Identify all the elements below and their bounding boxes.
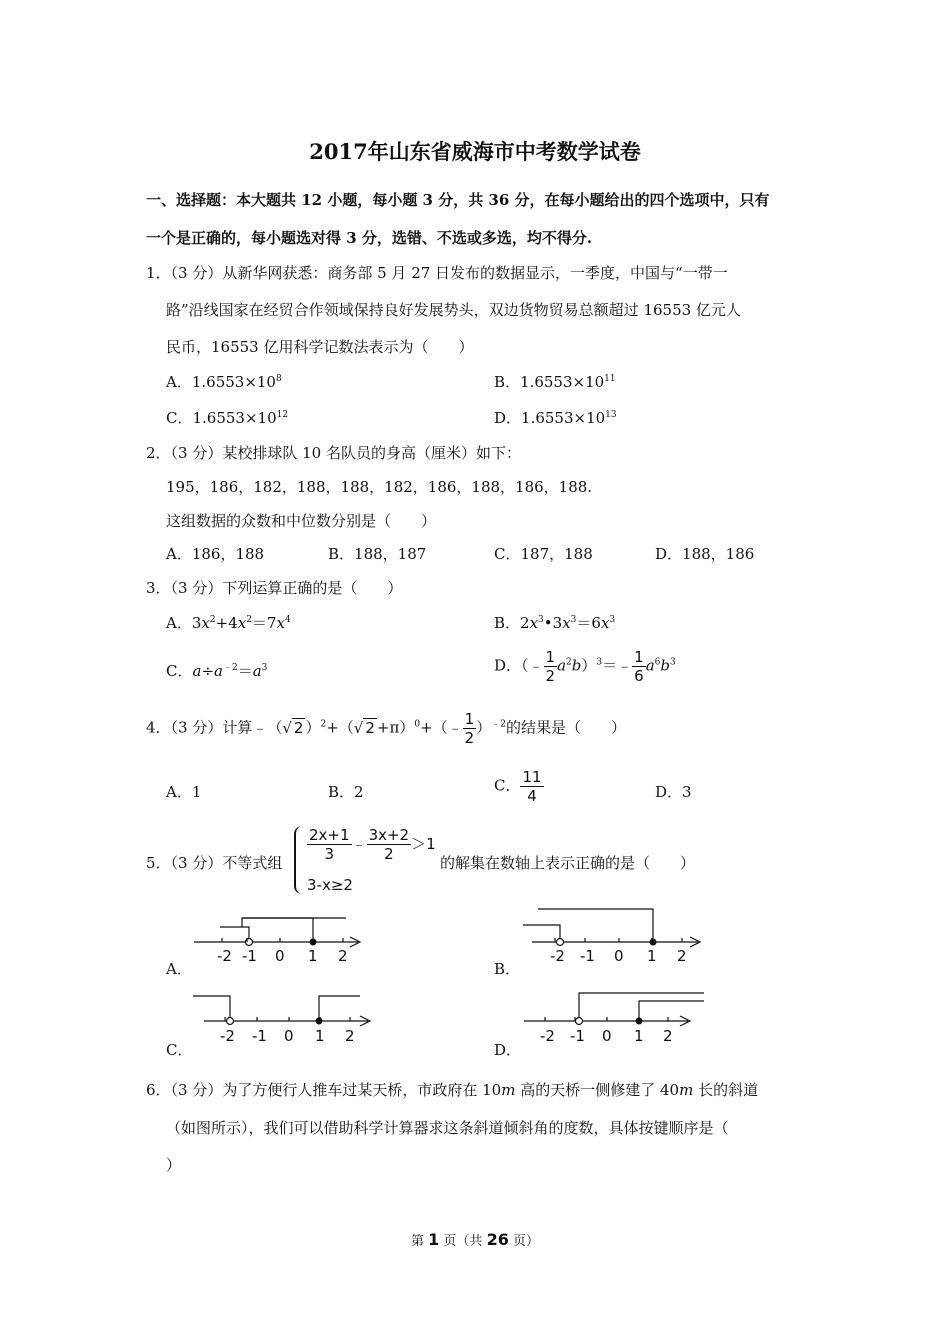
tick-label: 0 [275,947,285,965]
q4-option-a: A．1 [166,783,202,801]
closed-dot-1 [316,1018,323,1025]
q5-option-d-label: D． [494,1041,522,1059]
tick-label: 0 [602,1027,612,1045]
q1-option-a: A．$1.6553\times 10^8$ [166,373,282,391]
q1-option-d: D．$1.6553\times 10^{13}$ [494,409,617,427]
q4-option-b: B．2 [328,783,364,801]
q2-option-d: D．188，186 [655,545,755,563]
sqrt-symbol: √ 2 [282,718,304,737]
q1-option-b: B．$1.6553\times 10^{11}$ [494,373,616,391]
q5-inequality-1: $\frac{2x+1}{3}$ ﹣ $\frac{3x+2}{2}$ ＞1 [309,826,436,863]
open-dot-minus-1 [576,1018,583,1025]
q2-option-c: C．187，188 [494,545,593,563]
tick-label: 2 [663,1027,673,1045]
system-brace [294,826,306,894]
tick-label: -1 [242,947,257,965]
q5-option-c-label: C． [166,1041,193,1059]
ray-greater-equal-1 [319,996,360,1021]
number-line-b [520,905,710,967]
q4-fraction-half: $\frac{1}{2}$ [464,710,475,747]
ray-greater-equal-1 [639,1001,704,1021]
q4-option-d: D．3 [655,783,692,801]
tick-label: -1 [580,947,595,965]
tick-label: -2 [220,1027,235,1045]
q4-stem: 4．（3 分）计算﹣（√ 2 ）$^2$+（√ 2 +π）$^0$+（﹣ $\frac{1}{2}$ ）$^{﹣2}$的结果是（ ） [146,710,626,747]
q5-stem-prefix: 5．（3 分）不等式组 [146,854,283,872]
q3-option-b: B．$2x^3•3x^3=6x^3$ [494,614,616,632]
q6-stem-line-2: （如图所示），我们可以借助科学计算器求这条斜道倾斜角的度数，具体按键顺序是（ [166,1119,729,1137]
q5-option-a-label: A． [166,960,192,978]
open-dot-minus-2 [227,1018,234,1025]
q3-option-c: C．$a\div a^{﹣2}=a^3$ [166,662,268,680]
q1-stem-line-1: 1．（3 分）从新华网获悉：商务部 5 月 27 日发布的数据显示，一季度，中国与“一带一 [146,264,728,282]
tick-label: 2 [338,947,348,965]
ray-greater-than-minus-1 [220,927,249,942]
tick-label: -2 [217,947,232,965]
q2-stem-line-3: 这组数据的众数和中位数分别是（ ） [166,512,437,530]
page-footer: 第 1 页（共 26 页） [411,1230,539,1249]
sqrt-symbol-2: √ 2 [353,718,375,737]
tick-label: 2 [677,947,687,965]
number-line-d [520,988,710,1050]
tick-label: 1 [315,1027,325,1045]
tick-label: 1 [647,947,657,965]
q1-stem-line-2: 路”沿线国家在经贸合作领域保持良好发展势头，双边货物贸易总额超过 16553 亿元人 [166,301,741,319]
closed-dot-1 [650,939,657,946]
section-instructions-line-1: 一、选择题：本大题共 12 小题，每小题 3 分，共 36 分，在每小题给出的四个选项中，只有 [146,191,770,209]
q5-option-b-label: B． [494,960,521,978]
exam-title: 2017年山东省威海市中考数学试卷 [309,139,641,164]
q3-d-fraction-sixth: $\frac{1}{6}$ [634,648,644,685]
tick-label: 0 [284,1027,294,1045]
tick-label: -1 [570,1027,585,1045]
tick-label: -1 [252,1027,267,1045]
tick-label: 1 [308,947,318,965]
q2-option-a: A．186，188 [166,545,265,563]
q3-option-d: D．（﹣ $\frac{1}{2}$ $a^2b)^3=﹣$ $\frac{1}{6}$ $a^6b^3$ [494,648,676,685]
q2-stem-line-1: 2．（3 分）某校排球队 10 名队员的身高（厘米）如下： [146,444,521,462]
q5-inequality-2: 3-x≥2 [307,876,353,894]
open-dot-minus-2 [557,939,564,946]
q3-stem: 3．（3 分）下列运算正确的是（ ） [146,579,403,597]
q1-option-c: C．$1.6553\times 10^{12}$ [166,409,289,427]
number-line-c [190,988,380,1050]
number-line-a [190,905,370,967]
tick-label: 1 [634,1027,644,1045]
q3-option-a: A．$3x^2+4x^2=7x^4$ [166,614,291,632]
q5-stem-suffix: 的解集在数轴上表示正确的是（ ） [440,854,696,872]
ray-greater-minus-1 [579,993,704,1021]
q6-stem-line-3: ） [166,1156,182,1174]
ray-less-equal-1 [242,918,313,942]
q3-d-fraction-half: $\frac{1}{2}$ [545,648,556,685]
tick-label: 2 [345,1027,355,1045]
tick-label: 0 [614,947,624,965]
q4-c-fraction: $\frac{11}{4}$ [522,768,542,805]
q6-stem-line-1: 6．（3 分）为了方便行人推车过某天桥，市政府在 10m 高的天桥一侧修建了 40m 长的斜道 [146,1081,759,1099]
page-number: 1 [428,1230,440,1249]
section-instructions-line-2: 一个是正确的，每小题选对得 3 分，选错、不选或多选，均不得分. [146,229,593,247]
q2-data-line: 195，186，182，188，188，182，186，188，186，188. [166,478,593,496]
q4-option-c: C． $\frac{11}{4}$ [494,768,542,805]
page-total: 26 [486,1230,509,1249]
q1-stem-line-3: 民币，16553 亿用科学记数法表示为（ ） [166,338,474,356]
q2-option-b: B．188，187 [328,545,427,563]
tick-label: -2 [550,947,565,965]
tick-label: -2 [540,1027,555,1045]
